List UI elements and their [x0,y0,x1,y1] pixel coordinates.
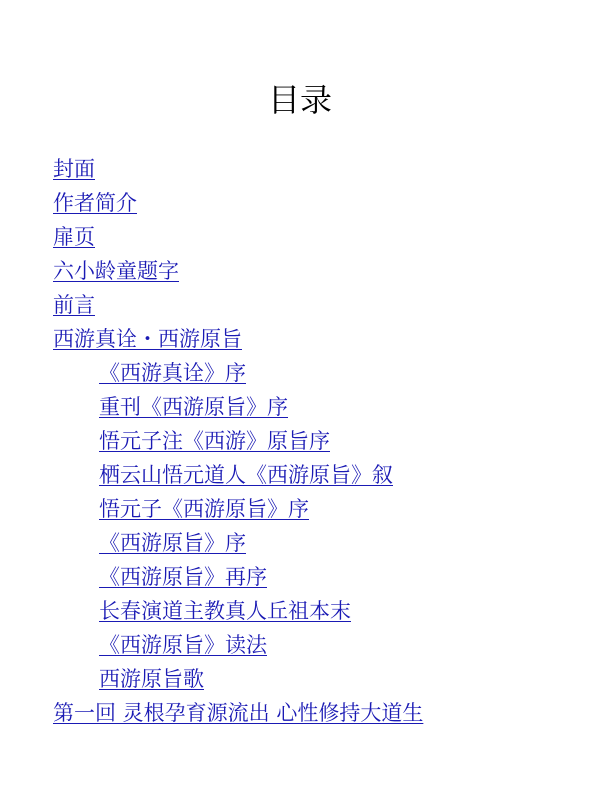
toc-link-author-bio[interactable]: 作者简介 [53,191,137,215]
list-item [0,458,600,492]
toc-link-subsection[interactable]: 《西游真诠》序 [99,361,246,385]
page-title: 目录 [267,81,332,119]
toc-link-subsection[interactable]: 悟元子注《西游》原旨序 [99,429,330,453]
toc-link-title-page[interactable]: 扉页 [53,225,95,249]
toc-link-subsection[interactable]: 《西游原旨》序 [99,531,246,555]
list-item [0,424,600,458]
list-item [0,526,600,560]
toc-link-section-heading[interactable]: 西游真诠・西游原旨 [53,327,242,351]
toc-link-chapter-1[interactable]: 第一回 灵根孕育源流出 心性修持大道生 [53,701,424,725]
list-item [0,220,600,254]
toc-link-subsection[interactable]: 《西游原旨》读法 [99,633,267,657]
list-item [0,696,600,730]
toc-link-subsection[interactable]: 《西游原旨》再序 [99,565,267,589]
toc-link-cover[interactable]: 封面 [53,157,95,181]
toc-link-subsection[interactable]: 西游原旨歌 [99,667,204,691]
list-item [0,322,600,356]
list-item [0,628,600,662]
toc-link-subsection[interactable]: 悟元子《西游原旨》序 [99,497,309,521]
list-item [0,152,600,186]
list-item [0,288,600,322]
list-item [0,560,600,594]
list-item [0,662,600,696]
list-item [0,356,600,390]
list-item [0,390,600,424]
list-item [0,186,600,220]
list-item [0,492,600,526]
toc-link-inscription[interactable]: 六小龄童题字 [53,259,179,283]
toc-link-subsection[interactable]: 长春演道主教真人丘祖本末 [99,599,351,623]
toc-link-preface[interactable]: 前言 [53,293,95,317]
table-of-contents [0,152,600,730]
list-item [0,594,600,628]
toc-link-subsection[interactable]: 重刊《西游原旨》序 [99,395,288,419]
toc-link-subsection[interactable]: 栖云山悟元道人《西游原旨》叙 [99,463,393,487]
list-item [0,254,600,288]
